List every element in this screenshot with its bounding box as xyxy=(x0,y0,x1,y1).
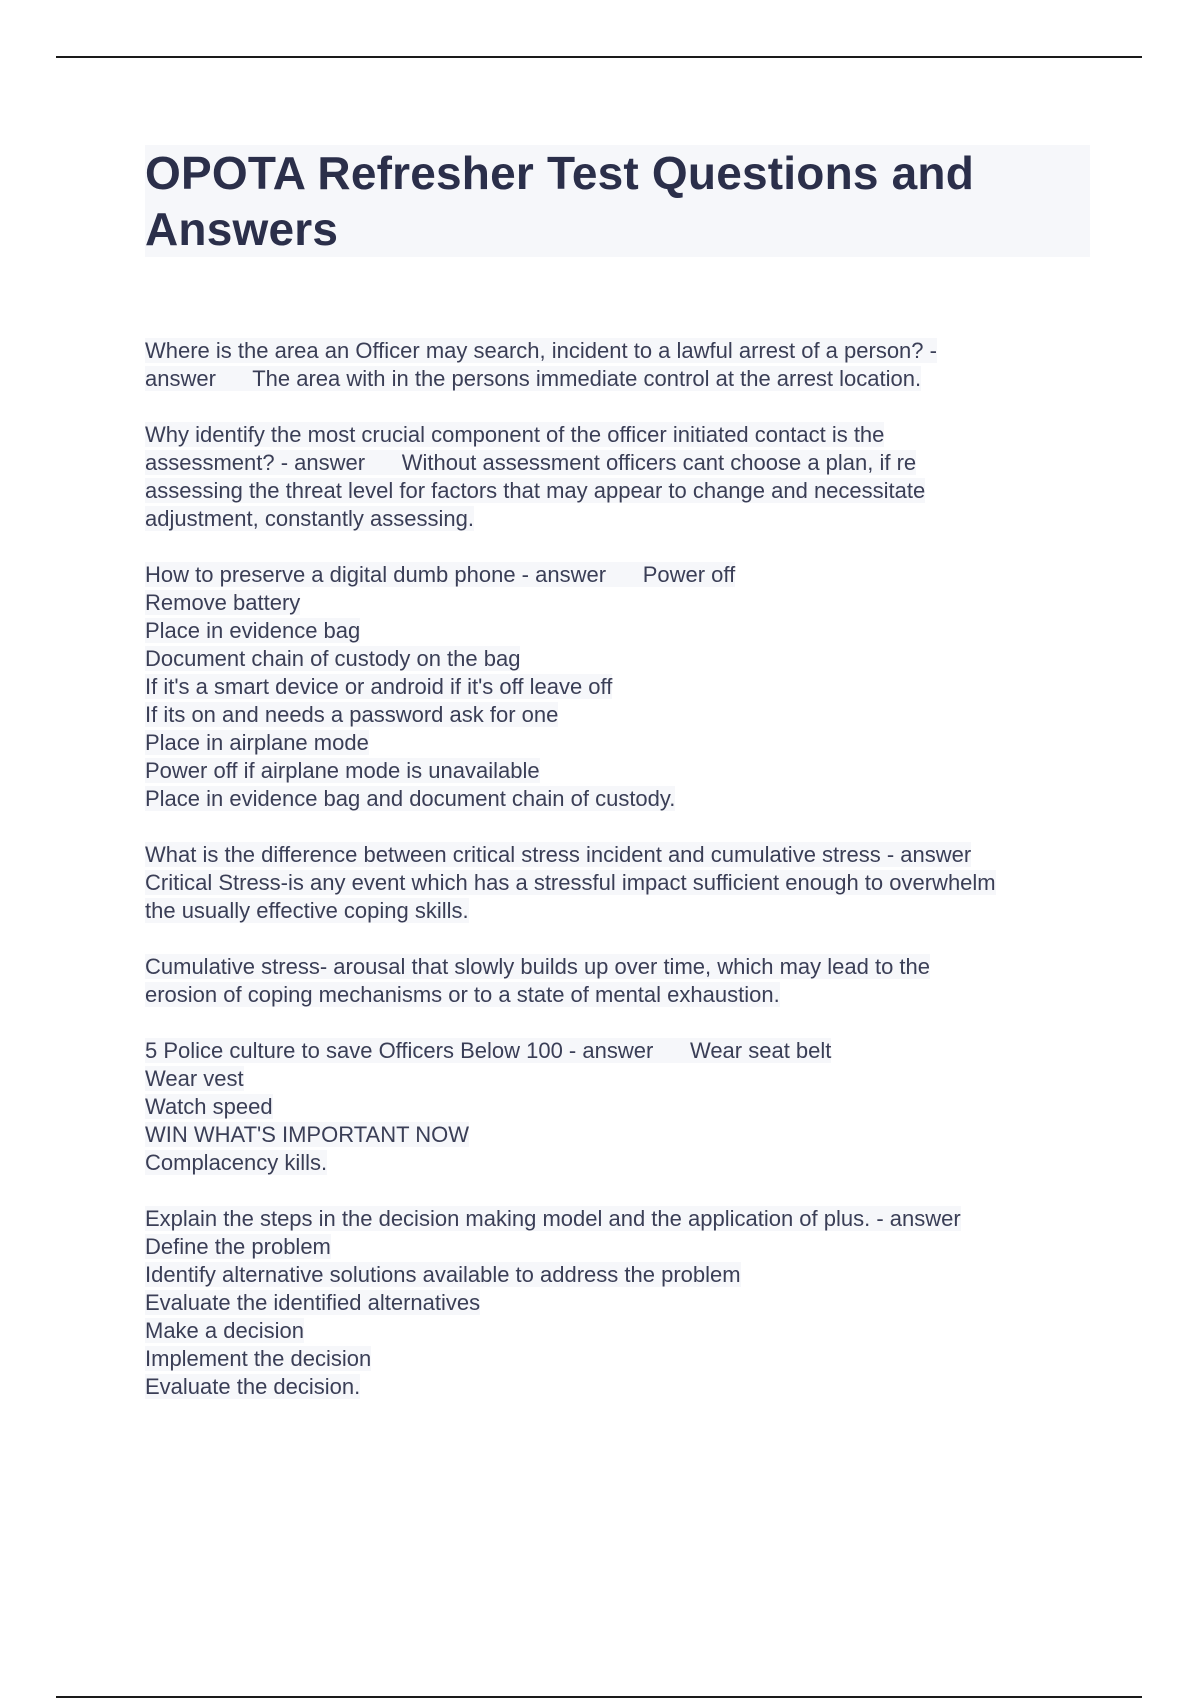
qa-line-text: erosion of coping mechanisms or to a state of mental exhaustion. xyxy=(145,982,780,1007)
qa-line-text: assessment? - answer Without assessment officers cant choose a plan, if re xyxy=(145,450,917,475)
qa-line-text: Document chain of custody on the bag xyxy=(145,646,521,671)
qa-line-text: Watch speed xyxy=(145,1094,273,1119)
qa-line-text: Evaluate the identified alternatives xyxy=(145,1290,481,1315)
qa-line xyxy=(145,505,1090,533)
qa-line xyxy=(145,1373,1090,1401)
qa-item xyxy=(145,561,1090,813)
qa-line-text: What is the difference between critical stress incident and cumulative stress - answer xyxy=(145,842,972,867)
qa-line xyxy=(145,953,1090,981)
qa-line-text: Identify alternative solutions available to address the problem xyxy=(145,1262,741,1287)
qa-line xyxy=(145,421,1090,449)
qa-line xyxy=(145,477,1090,505)
qa-line-text: Where is the area an Officer may search, incident to a lawful arrest of a person? - xyxy=(145,338,937,363)
qa-line-text: 5 Police culture to save Officers Below 100 - answer Wear seat belt xyxy=(145,1038,832,1063)
qa-line xyxy=(145,1345,1090,1373)
document-body xyxy=(145,145,1090,1429)
qa-line xyxy=(145,1065,1090,1093)
qa-line xyxy=(145,785,1090,813)
qa-line xyxy=(145,729,1090,757)
qa-list xyxy=(145,337,1090,1401)
qa-line-text: Wear vest xyxy=(145,1066,244,1091)
qa-line xyxy=(145,337,1090,365)
qa-line-text: WIN WHAT'S IMPORTANT NOW xyxy=(145,1122,469,1147)
header-rule xyxy=(56,56,1142,58)
qa-line xyxy=(145,841,1090,869)
qa-line-text: Explain the steps in the decision making model and the application of plus. - answer xyxy=(145,1206,961,1231)
qa-line-text: Evaluate the decision. xyxy=(145,1374,361,1399)
qa-line xyxy=(145,869,1090,897)
qa-line xyxy=(145,981,1090,1009)
qa-line-text: Complacency kills. xyxy=(145,1150,328,1175)
qa-line xyxy=(145,1149,1090,1177)
qa-line xyxy=(145,1093,1090,1121)
qa-line-text: adjustment, constantly assessing. xyxy=(145,506,474,531)
qa-line-text: Place in evidence bag xyxy=(145,618,361,643)
qa-item xyxy=(145,1205,1090,1401)
qa-line xyxy=(145,673,1090,701)
qa-line-text: Remove battery xyxy=(145,590,301,615)
qa-item xyxy=(145,421,1090,533)
qa-line xyxy=(145,617,1090,645)
qa-line-text: answer The area with in the persons immediate control at the arrest location. xyxy=(145,366,922,391)
qa-line-text: the usually effective coping skills. xyxy=(145,898,469,923)
qa-item xyxy=(145,337,1090,393)
qa-line-text: Make a decision xyxy=(145,1318,304,1343)
qa-line xyxy=(145,757,1090,785)
qa-line-text: If its on and needs a password ask for one xyxy=(145,702,559,727)
qa-line-text: Place in airplane mode xyxy=(145,730,369,755)
qa-line xyxy=(145,1233,1090,1261)
qa-item xyxy=(145,841,1090,925)
qa-line xyxy=(145,1317,1090,1345)
title-line-2: Answers xyxy=(145,203,339,255)
qa-line xyxy=(145,365,1090,393)
qa-line xyxy=(145,701,1090,729)
qa-line-text: Why identify the most crucial component of the officer initiated contact is the xyxy=(145,422,885,447)
footer-rule xyxy=(56,1696,1142,1698)
qa-line xyxy=(145,589,1090,617)
qa-line-text: assessing the threat level for factors that may appear to change and necessitate xyxy=(145,478,926,503)
page-title xyxy=(145,145,1090,257)
qa-line xyxy=(145,1121,1090,1149)
qa-line xyxy=(145,1205,1090,1233)
qa-line-text: Cumulative stress- arousal that slowly builds up over time, which may lead to the xyxy=(145,954,931,979)
qa-line xyxy=(145,645,1090,673)
qa-line xyxy=(145,1261,1090,1289)
qa-line xyxy=(145,1037,1090,1065)
title-block xyxy=(145,145,1090,257)
qa-line-text: Critical Stress-is any event which has a stressful impact sufficient enough to overwhelm xyxy=(145,870,996,895)
qa-line-text: Define the problem xyxy=(145,1234,331,1259)
qa-line xyxy=(145,1289,1090,1317)
qa-line xyxy=(145,449,1090,477)
qa-line xyxy=(145,897,1090,925)
qa-line-text: How to preserve a digital dumb phone - answer Power off xyxy=(145,562,736,587)
qa-line-text: Power off if airplane mode is unavailable xyxy=(145,758,540,783)
qa-item xyxy=(145,1037,1090,1177)
qa-item xyxy=(145,953,1090,1009)
qa-line-text: If it's a smart device or android if it's off leave off xyxy=(145,674,613,699)
qa-line-text: Place in evidence bag and document chain of custody. xyxy=(145,786,676,811)
qa-line xyxy=(145,561,1090,589)
title-line-1: OPOTA Refresher Test Questions and xyxy=(145,147,975,199)
qa-line-text: Implement the decision xyxy=(145,1346,372,1371)
